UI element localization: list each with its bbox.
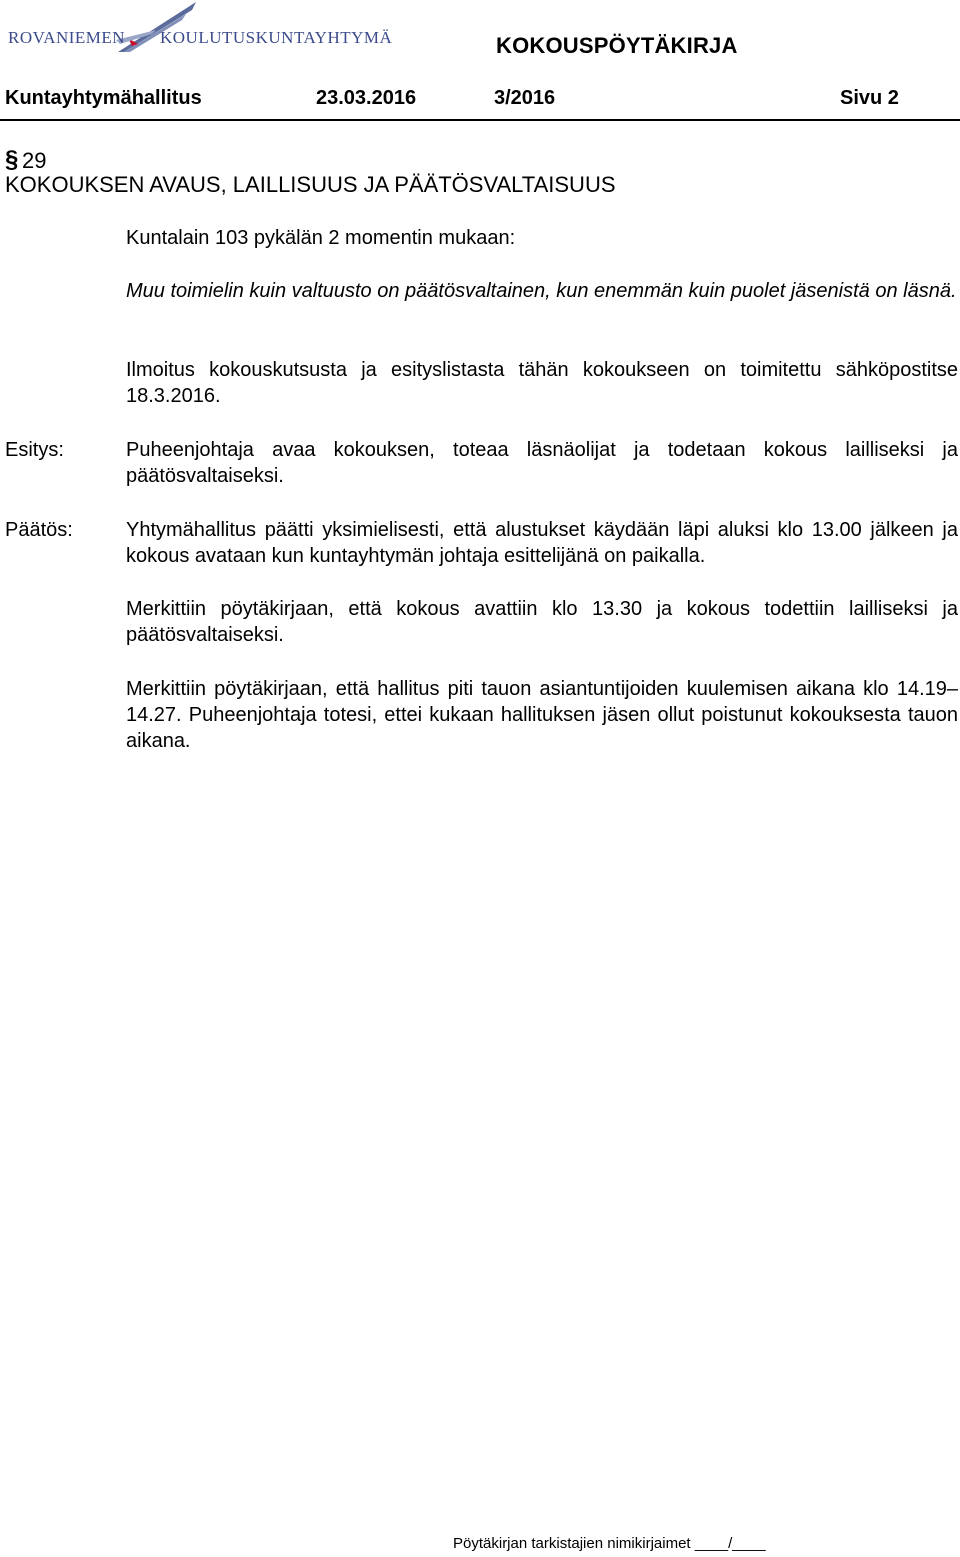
notice-text: Ilmoitus kokouskutsusta ja esityslistasta tähän kokoukseen on toimitettu sähköpostitse 18.3.2016. (126, 359, 958, 407)
header-page: Sivu 2 (840, 87, 899, 109)
decision-text-1: Yhtymähallitus päätti yksimielisesti, että alustukset käydään läpi aluksi klo 13.00 jälkeen ja kokous avataan kun kuntayhtymän johtaja esittelijänä on paikalla. (126, 519, 958, 567)
footer-initials-line: Pöytäkirjan tarkistajien nimikirjaimet ____/____ (453, 1535, 766, 1552)
header-rule (0, 119, 960, 121)
law-quote: Muu toimielin kuin valtuusto on päätösvaltainen, kun enemmän kuin puolet jäsenistä on läsnä. (126, 280, 957, 302)
decision-text-2: Merkittiin pöytäkirjaan, että kokous avattiin klo 13.30 ja kokous todettiin lailliseksi ja päätösvaltaiseksi. (126, 598, 958, 646)
document-type: KOKOUSPÖYTÄKIRJA (496, 33, 738, 58)
proposal-label: Esitys: (5, 439, 64, 461)
logo-text-right: KOULUTUSKUNTAYHTYMÄ (160, 28, 393, 47)
logo-text-left: ROVANIEMEN (8, 28, 126, 47)
decision-text-3: Merkittiin pöytäkirjaan, että hallitus piti tauon asiantuntijoiden kuulemisen aikana klo 14.19–14.27. Puheenjohtaja totesi, ettei kukaan hallituksen jäsen ollut poistunut kokouksesta tauon aikana. (126, 678, 958, 752)
header-body: Kuntayhtymähallitus (5, 87, 202, 109)
intro-text: Kuntalain 103 pykälän 2 momentin mukaan: (126, 227, 516, 249)
header-meeting-no: 3/2016 (494, 87, 556, 109)
section-symbol: § (5, 146, 19, 173)
proposal-text: Puheenjohtaja avaa kokouksen, toteaa läsnäolijat ja todetaan kokous lailliseksi ja päätösvaltaiseksi. (126, 439, 958, 487)
header-date: 23.03.2016 (316, 87, 417, 109)
decision-label: Päätös: (5, 519, 73, 541)
section-title: KOKOUKSEN AVAUS, LAILLISUUS JA PÄÄTÖSVALTAISUUS (5, 172, 616, 197)
section-number: 29 (22, 148, 47, 173)
